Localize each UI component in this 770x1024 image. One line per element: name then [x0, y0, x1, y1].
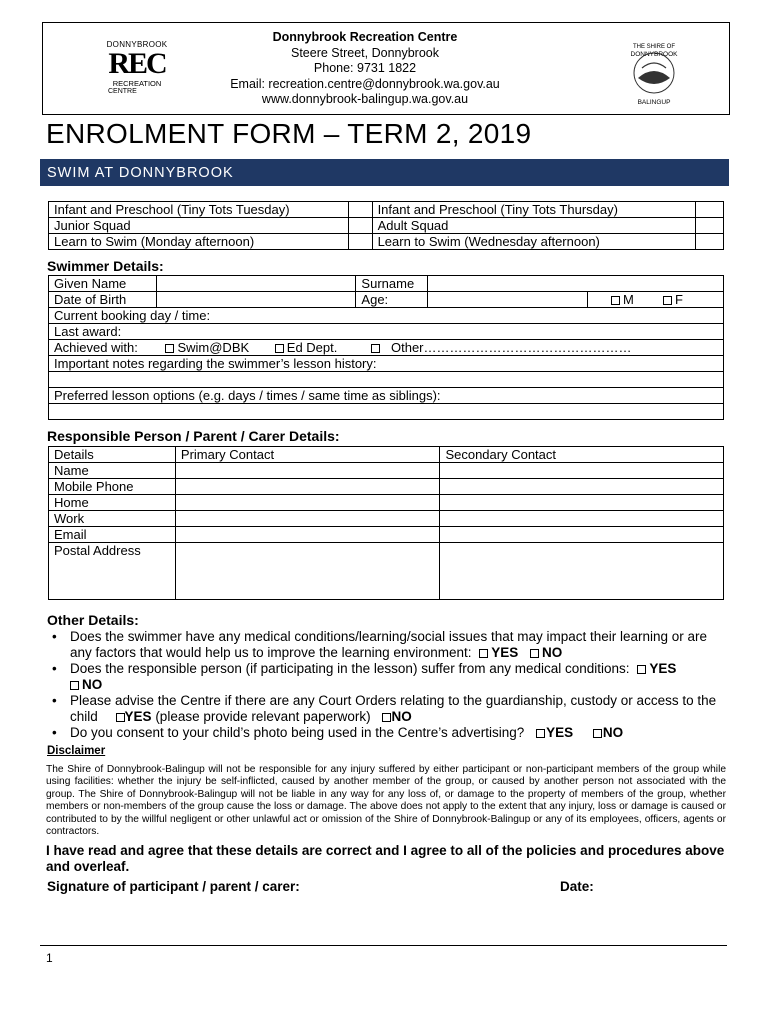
primary-work[interactable]: [175, 511, 440, 527]
agreement-text: I have read and agree that these details are correct and I agree to all of the policies and procedures above and overleaf.: [46, 843, 725, 874]
q1-yes-checkbox[interactable]: [479, 649, 488, 658]
secondary-home[interactable]: [440, 495, 724, 511]
dob-label: Date of Birth: [49, 292, 157, 308]
program-label: Learn to Swim (Monday afternoon): [49, 234, 349, 250]
program-row: [49, 218, 724, 234]
rec-logo: DONNYBROOK REC RECREATION CENTRE: [106, 40, 168, 95]
col-primary: Primary Contact: [175, 447, 440, 463]
carer-heading: Responsible Person / Parent / Carer Details:: [47, 428, 340, 444]
primary-postal[interactable]: [175, 543, 440, 600]
seal-text-top: THE SHIRE OF: [632, 44, 676, 50]
table-row: Home: [49, 495, 724, 511]
given-name-label: Given Name: [49, 276, 157, 292]
col-details: Details: [49, 447, 176, 463]
centre-website: www.donnybrook-balingup.wa.gov.au: [261, 92, 469, 106]
carer-table: [48, 446, 724, 600]
program-label: Infant and Preschool (Tiny Tots Thursday): [372, 202, 696, 218]
footer-divider: [40, 945, 727, 946]
col-secondary: Secondary Contact: [440, 447, 724, 463]
header-address: [200, 30, 530, 108]
q1-no-checkbox[interactable]: [530, 649, 539, 658]
q4-no-checkbox[interactable]: [593, 729, 602, 738]
list-item: • Please advise the Centre if there are any Court Orders relating to the guardianship, custody or access to the child YES (please provide relevant paperwork) NO: [46, 693, 726, 725]
section-band: SWIM AT DONNYBROOK: [40, 159, 729, 186]
other-heading: Other Details:: [47, 612, 139, 628]
centre-phone: Phone: 9731 1822: [313, 61, 417, 75]
swimmer-table: [48, 275, 724, 420]
programs-table: [48, 201, 724, 250]
page-number: 1: [46, 951, 53, 965]
secondary-postal[interactable]: [440, 543, 724, 600]
age-label: Age:: [356, 292, 428, 308]
notes-field[interactable]: [49, 372, 724, 388]
program-checkbox[interactable]: [348, 202, 372, 218]
age-field[interactable]: [428, 292, 588, 308]
secondary-mobile[interactable]: [440, 479, 724, 495]
page-title: ENROLMENT FORM – TERM 2, 2019: [46, 118, 532, 149]
list-item: • Does the responsible person (if participating in the lesson) suffer from any medical conditions: YES NO: [46, 661, 726, 693]
program-label: Infant and Preschool (Tiny Tots Tuesday): [49, 202, 349, 218]
table-row: Mobile Phone: [49, 479, 724, 495]
preferred-label: Preferred lesson options (e.g. days / times / same time as siblings):: [49, 388, 724, 404]
table-row: Postal Address: [49, 543, 724, 600]
award-field[interactable]: Last award:: [49, 324, 724, 340]
date-label: Date:: [560, 879, 594, 894]
table-header: [49, 447, 724, 463]
q3-yes-checkbox[interactable]: [116, 713, 125, 722]
surname-field[interactable]: [428, 276, 724, 292]
booking-field[interactable]: Current booking day / time:: [49, 308, 724, 324]
secondary-work[interactable]: [440, 511, 724, 527]
other-checkbox[interactable]: [371, 344, 380, 353]
gender-options: M F: [588, 292, 724, 308]
program-label: Junior Squad: [49, 218, 349, 234]
centre-email: Email: recreation.centre@donnybrook.wa.gov.au: [230, 76, 500, 91]
dob-field[interactable]: [156, 292, 356, 308]
program-row: [49, 234, 724, 250]
male-checkbox[interactable]: [611, 296, 620, 305]
signature-label: Signature of participant / parent / carer:: [47, 879, 300, 894]
list-item: • Does the swimmer have any medical conditions/learning/social issues that may impact their learning or are any factors that would help us to improve the learning environment: YES NO: [46, 629, 726, 661]
shire-seal-logo: [618, 38, 690, 108]
preferred-field[interactable]: [49, 404, 724, 420]
achieved-row: Achieved with: Swim@DBK Ed Dept. Other…………………………………………: [49, 340, 724, 356]
centre-name: Donnybrook Recreation Centre: [272, 30, 458, 44]
seal-text-bottom: BALINGUP: [637, 99, 671, 106]
disclaimer-text: The Shire of Donnybrook-Balingup will not be responsible for any injury suffered by either participant or non-participant members of the group while using facilities: whether the injury be self-inflicted, caused by another member of the group, or caused by another person not associated with the group. The Shire of Donnybrook-Balingup will not be liable in any way for any loss of, or damage to the property of members of the group, whether members or non-members of the group cause the loss or damage. The above does not apply to the extent that any injury, loss or damage is caused or contributed to by the willful negligent or other unlawful act or omission of the Shire of Donnybrook-Balingup or any of its employees, officers, agents or contractors.: [46, 764, 726, 838]
secondary-email[interactable]: [440, 527, 724, 543]
centre-street: Steere Street, Donnybrook: [291, 45, 439, 60]
program-label: Adult Squad: [372, 218, 696, 234]
primary-name[interactable]: [175, 463, 440, 479]
table-row: Work: [49, 511, 724, 527]
program-checkbox[interactable]: [696, 234, 724, 250]
swimmer-heading: Swimmer Details:: [47, 258, 164, 274]
program-checkbox[interactable]: [348, 218, 372, 234]
program-checkbox[interactable]: [348, 234, 372, 250]
given-name-field[interactable]: [156, 276, 356, 292]
q2-no-checkbox[interactable]: [70, 681, 79, 690]
disclaimer-heading: Disclaimer: [47, 745, 106, 757]
table-row: Name: [49, 463, 724, 479]
program-checkbox[interactable]: [696, 218, 724, 234]
secondary-name[interactable]: [440, 463, 724, 479]
seal-text-middle: DONNYBROOK: [630, 51, 678, 58]
female-checkbox[interactable]: [663, 296, 672, 305]
q4-yes-checkbox[interactable]: [536, 729, 545, 738]
table-row: Email: [49, 527, 724, 543]
primary-mobile[interactable]: [175, 479, 440, 495]
q2-yes-checkbox[interactable]: [637, 665, 646, 674]
surname-label: Surname: [356, 276, 428, 292]
program-row: [49, 202, 724, 218]
ed-dept-checkbox[interactable]: [275, 344, 284, 353]
other-details-list: [46, 629, 726, 741]
notes-label: Important notes regarding the swimmer’s lesson history:: [49, 356, 724, 372]
program-label: Learn to Swim (Wednesday afternoon): [372, 234, 696, 250]
program-checkbox[interactable]: [696, 202, 724, 218]
list-item: • Do you consent to your child’s photo being used in the Centre’s advertising? YES NO: [46, 725, 726, 741]
primary-home[interactable]: [175, 495, 440, 511]
swim-dbk-checkbox[interactable]: [165, 344, 174, 353]
primary-email[interactable]: [175, 527, 440, 543]
